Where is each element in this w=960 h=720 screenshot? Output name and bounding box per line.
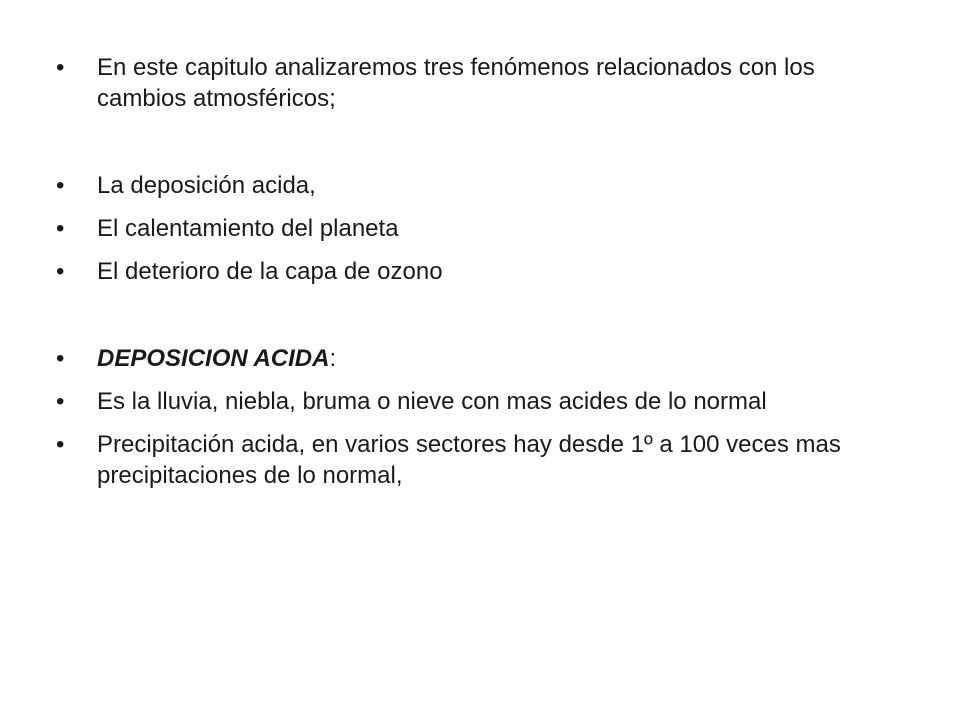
bullet-list: [56, 52, 906, 503]
bullet-item-ozone: [56, 256, 906, 287]
bullet-item-global-warming: [56, 213, 906, 244]
bullet-icon: •: [56, 388, 65, 415]
bullet-item-intro: [56, 52, 906, 114]
bullet-text: El calentamiento del planeta: [97, 215, 399, 242]
bullet-text: La deposición acida,: [97, 172, 316, 199]
section-heading: DEPOSICION ACIDA: [97, 345, 330, 372]
bullet-icon: •: [56, 215, 65, 242]
bullet-item-acid-deposition: [56, 170, 906, 201]
bullet-text: El deterioro de la capa de ozono: [97, 258, 443, 285]
bullet-text: En este capitulo analizaremos tres fenómenos relacionados con los cambios atmosféricos;: [97, 54, 815, 112]
bullet-icon: •: [56, 172, 65, 199]
bullet-item-section-heading: [56, 343, 906, 374]
bullet-icon: •: [56, 258, 65, 285]
bullet-icon: •: [56, 54, 65, 81]
bullet-text: Es la lluvia, niebla, bruma o nieve con mas acides de lo normal: [97, 388, 767, 415]
bullet-text: Precipitación acida, en varios sectores hay desde 1º a 100 veces mas precipitaciones de lo normal,: [97, 431, 841, 489]
section-heading-colon: :: [329, 345, 337, 372]
bullet-icon: •: [56, 431, 65, 458]
bullet-icon: •: [56, 345, 65, 372]
bullet-item-definition: [56, 386, 906, 417]
bullet-item-precipitation: [56, 429, 906, 491]
